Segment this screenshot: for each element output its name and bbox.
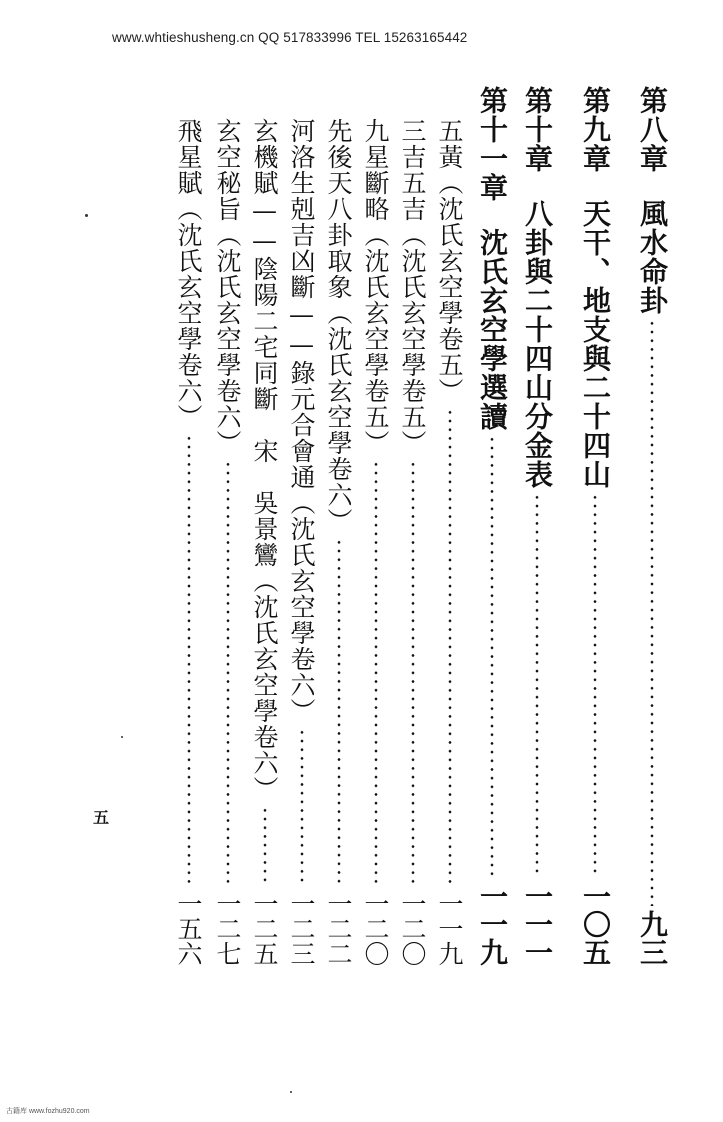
- page-header: www.whtieshusheng.cn QQ 517833996 TEL 15263165442: [112, 30, 468, 45]
- page-ref: 一二〇: [361, 891, 390, 966]
- toc-chapter-10: [521, 86, 554, 966]
- page-ref: 一一一: [521, 882, 554, 966]
- entry-title: 玄空秘旨（沈氏玄空學卷六）: [213, 118, 242, 456]
- page-ref: 一二二: [324, 891, 353, 966]
- chapter-title: 天干、地支與二十四山: [579, 199, 612, 489]
- dot-leader: [593, 493, 597, 878]
- chapter-label: 第十一章: [476, 86, 509, 202]
- scan-speck: [290, 1091, 292, 1093]
- entry-title: 三吉五吉（沈氏玄空學卷五）: [398, 118, 427, 456]
- page-ref: 一二七: [213, 891, 242, 966]
- toc-chapter-8: [636, 86, 669, 966]
- dot-leader: [263, 806, 267, 887]
- dot-leader: [411, 460, 415, 887]
- entry-title: 飛星賦（沈氏玄空學卷六）: [174, 118, 203, 430]
- dot-leader: [490, 435, 494, 878]
- scan-speck: [85, 214, 88, 217]
- page-ref: 一五六: [174, 891, 203, 966]
- scan-speck: [121, 736, 123, 738]
- toc-entry: [400, 118, 425, 966]
- chapter-label: 第九章: [579, 86, 612, 173]
- dot-leader: [226, 460, 230, 887]
- dot-leader: [448, 408, 452, 887]
- toc-entry: [176, 118, 201, 966]
- toc-entry: [215, 118, 240, 966]
- dot-leader: [300, 728, 304, 887]
- page-ref: 九三: [636, 910, 669, 966]
- entry-title: 河洛生剋吉凶斷——錄元合會通（沈氏玄空學卷六）: [287, 118, 316, 724]
- chapter-title: 風水命卦: [636, 199, 669, 315]
- page-ref: 一一九: [435, 891, 464, 966]
- chapter-title: 沈氏玄空學選讀: [476, 228, 509, 431]
- page-footer: 古籍库 www.fozhu920.com: [6, 1108, 90, 1115]
- chapter-label: 第十章: [521, 86, 554, 173]
- page-ref: 一一九: [476, 882, 509, 966]
- dot-leader: [187, 434, 191, 887]
- toc-chapter-9: [579, 86, 612, 966]
- page-ref: 一二五: [250, 891, 279, 966]
- entry-title: 五黃（沈氏玄空學卷五）: [435, 118, 464, 404]
- page-ref: 一〇五: [579, 882, 612, 966]
- dot-leader: [535, 493, 539, 878]
- chapter-title: 八卦與二十四山分金表: [521, 199, 554, 489]
- toc-entry: [437, 118, 462, 966]
- toc-chapter-11: [476, 86, 509, 966]
- toc-entry: [326, 118, 351, 966]
- toc-entry: [289, 118, 314, 966]
- entry-title: 先後天八卦取象（沈氏玄空學卷六）: [324, 118, 353, 534]
- entry-title: 玄機賦——陰陽二宅同斷 宋 吳景鸞（沈氏玄空學卷六）: [250, 118, 279, 802]
- page-ref: 一二〇: [398, 891, 427, 966]
- chapter-label: 第八章: [636, 86, 669, 173]
- dot-leader: [650, 319, 654, 906]
- entry-title: 九星斷略（沈氏玄空學卷五）: [361, 118, 390, 456]
- toc-entry: [363, 118, 388, 966]
- dot-leader: [374, 460, 378, 887]
- page-number: 五: [93, 808, 110, 827]
- page-ref: 一二三: [287, 891, 316, 966]
- dot-leader: [337, 538, 341, 887]
- toc-entry: [252, 118, 277, 966]
